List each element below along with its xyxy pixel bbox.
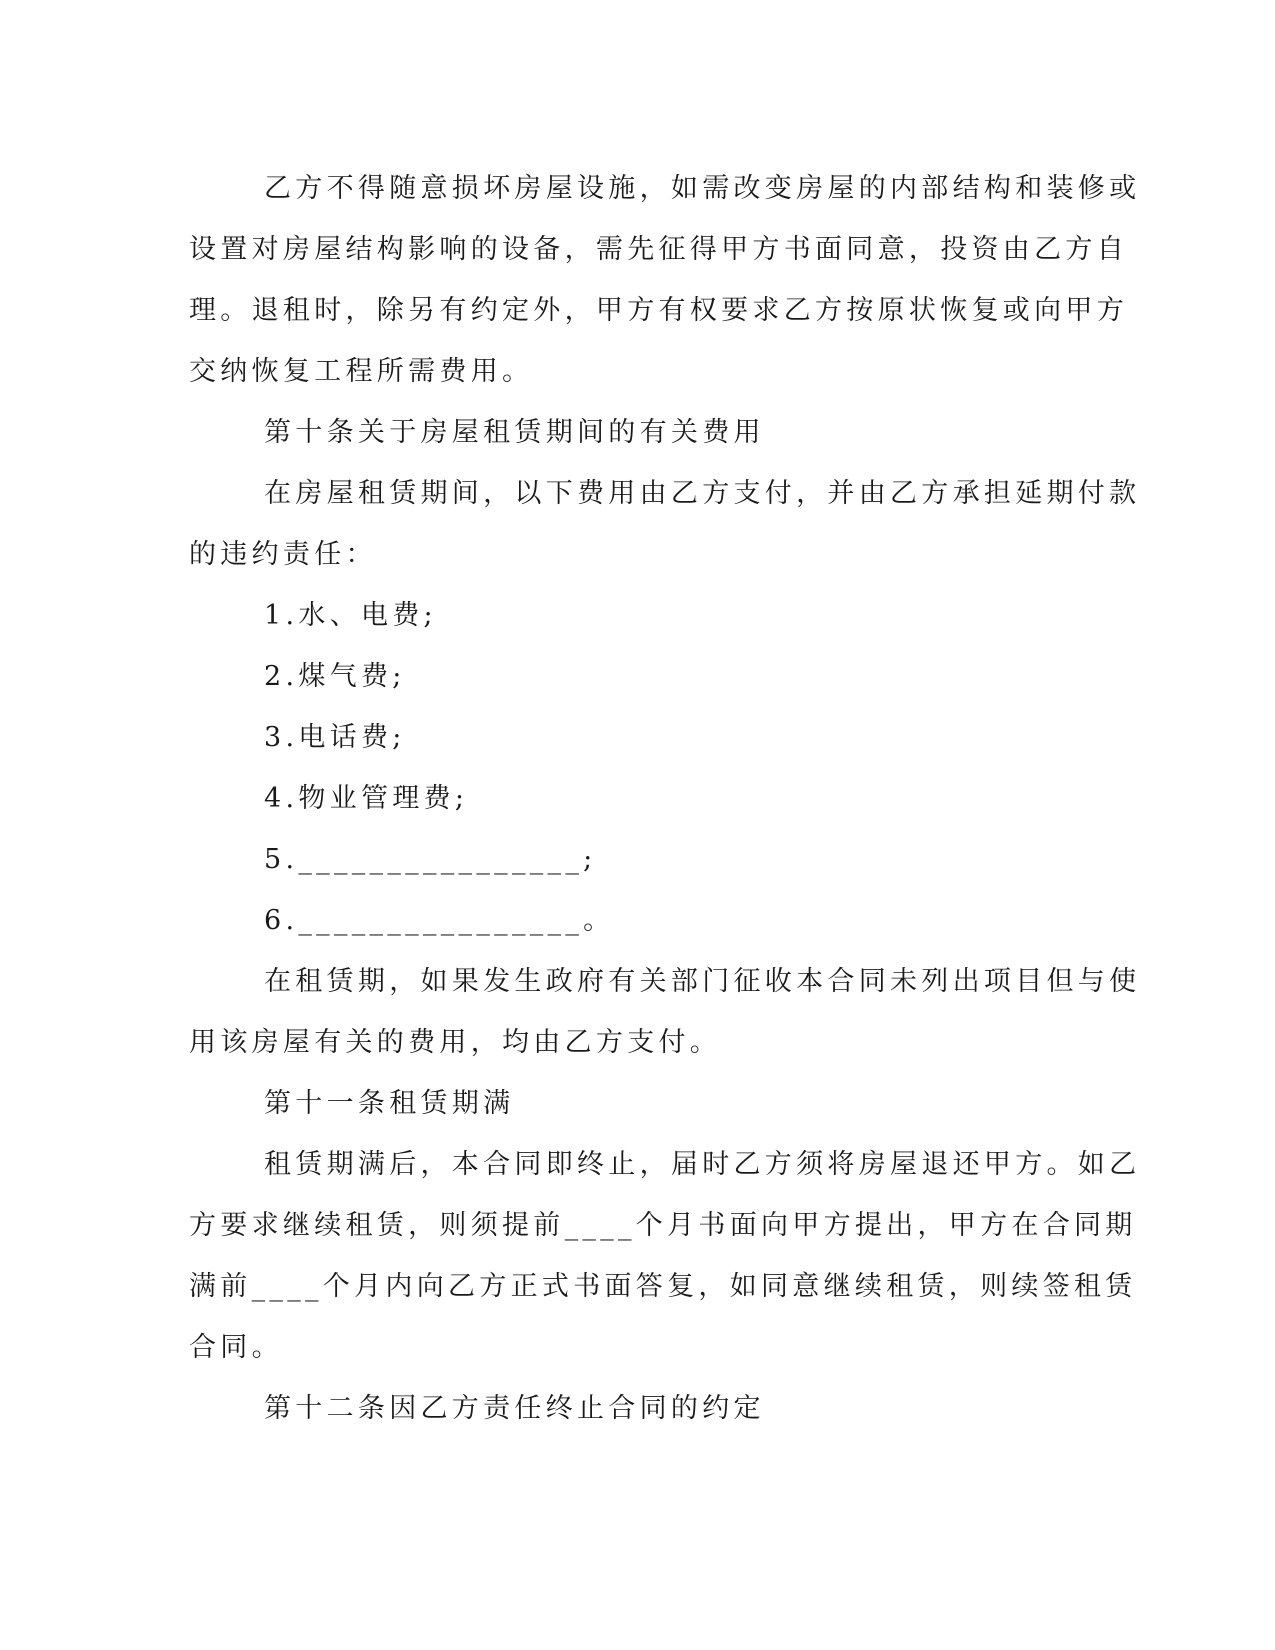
paragraph-line: 满前____个月内向乙方正式书面答复，如同意继续租赁，则续签租赁 xyxy=(189,1271,1137,1302)
list-item: 2.煤气费; xyxy=(264,661,406,692)
paragraph-line: 用该房屋有关的费用，均由乙方支付。 xyxy=(189,1027,722,1058)
paragraph-line: 方要求继续租赁，则须提前____个月书面向甲方提出，甲方在合同期 xyxy=(189,1210,1137,1241)
list-item: 3.电话费; xyxy=(264,722,406,753)
list-item: 6.________________。 xyxy=(264,905,615,936)
list-item: 5.________________; xyxy=(264,844,597,875)
list-item: 4.物业管理费; xyxy=(264,783,469,814)
article-heading: 第十条关于房屋租赁期间的有关费用 xyxy=(264,417,765,448)
paragraph-line: 的违约责任： xyxy=(189,539,377,570)
paragraph-line: 理。退租时，除另有约定外，甲方有权要求乙方按原状恢复或向甲方 xyxy=(189,295,1128,326)
paragraph-line: 交纳恢复工程所需费用。 xyxy=(189,356,534,387)
contract-body xyxy=(189,158,1141,1439)
paragraph-line: 租赁期满后，本合同即终止，届时乙方须将房屋退还甲方。如乙 xyxy=(264,1149,1141,1180)
paragraph-line: 乙方不得随意损坏房屋设施，如需改变房屋的内部结构和装修或 xyxy=(264,173,1141,204)
article-heading: 第十二条因乙方责任终止合同的约定 xyxy=(264,1393,765,1424)
paragraph-line: 在租赁期，如果发生政府有关部门征收本合同未列出项目但与使 xyxy=(264,966,1141,997)
paragraph-line: 设置对房屋结构影响的设备，需先征得甲方书面同意，投资由乙方自 xyxy=(189,234,1128,265)
article-heading: 第十一条租赁期满 xyxy=(264,1088,515,1119)
paragraph-line: 合同。 xyxy=(189,1332,283,1363)
paragraph-line: 在房屋租赁期间，以下费用由乙方支付，并由乙方承担延期付款 xyxy=(264,478,1141,509)
list-item: 1.水、电费; xyxy=(264,600,437,631)
